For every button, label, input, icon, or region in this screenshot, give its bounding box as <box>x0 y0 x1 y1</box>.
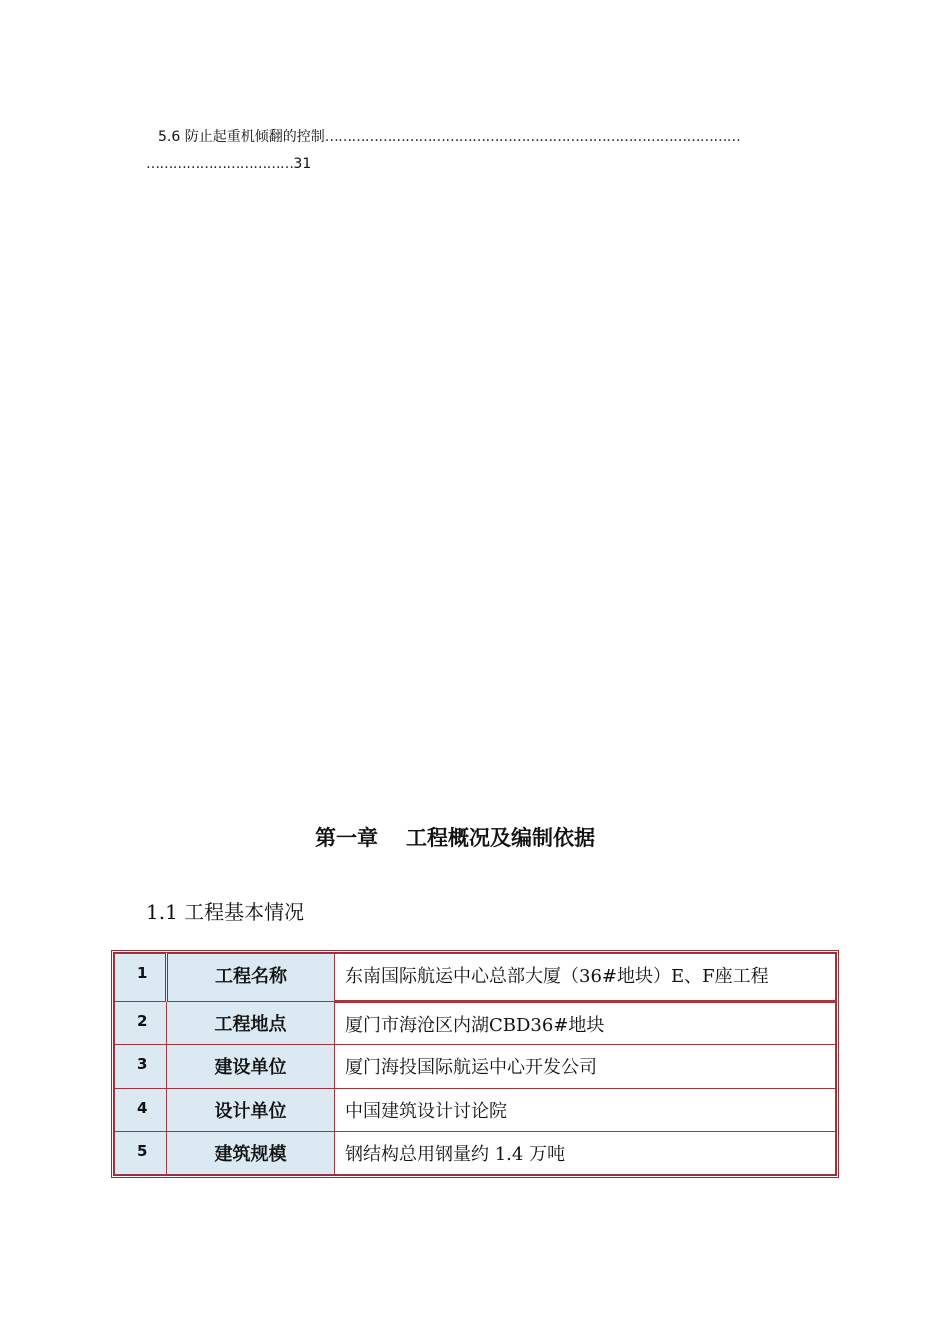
chapter-number: 第一章 <box>315 826 378 850</box>
table-row <box>115 1045 836 1088</box>
row-number: 5 <box>115 1131 167 1174</box>
chapter-name: 工程概况及编制依据 <box>406 826 595 850</box>
chapter-title <box>0 822 910 852</box>
toc-leader-dots: ………………………………………………………………………………… <box>324 129 741 145</box>
toc-page-number: 31 <box>293 156 312 172</box>
table-row <box>115 1002 836 1045</box>
row-value: 中国建筑设计讨论院 <box>335 1088 836 1131</box>
row-label: 设计单位 <box>167 1088 335 1131</box>
row-value: 厦门海投国际航运中心开发公司 <box>335 1045 836 1088</box>
toc-entry[interactable] <box>158 126 740 146</box>
row-label: 工程地点 <box>167 1002 335 1045</box>
toc-entry-continuation[interactable] <box>146 156 311 172</box>
row-value: 钢结构总用钢量约 1.4 万吨 <box>335 1131 836 1174</box>
table-row <box>115 1131 836 1174</box>
table-row <box>115 1088 836 1131</box>
row-number: 4 <box>115 1088 167 1131</box>
toc-leader-dots-2: …………………………… <box>146 156 294 172</box>
row-value: 东南国际航运中心总部大厦（36#地块）E、F座工程 <box>335 954 836 1002</box>
row-number: 3 <box>115 1045 167 1088</box>
row-label: 建设单位 <box>167 1045 335 1088</box>
section-heading: 1.1 工程基本情况 <box>146 900 305 924</box>
toc-entry-label: 5.6 防止起重机倾翻的控制 <box>158 129 325 145</box>
row-number: 2 <box>115 1002 167 1045</box>
table-row <box>115 954 836 1002</box>
row-number: 1 <box>115 954 167 1002</box>
row-label: 工程名称 <box>167 954 335 1002</box>
project-info-table <box>111 950 839 1178</box>
row-value: 厦门市海沧区内湖CBD36#地块 <box>335 1002 836 1045</box>
row-label: 建筑规模 <box>167 1131 335 1174</box>
